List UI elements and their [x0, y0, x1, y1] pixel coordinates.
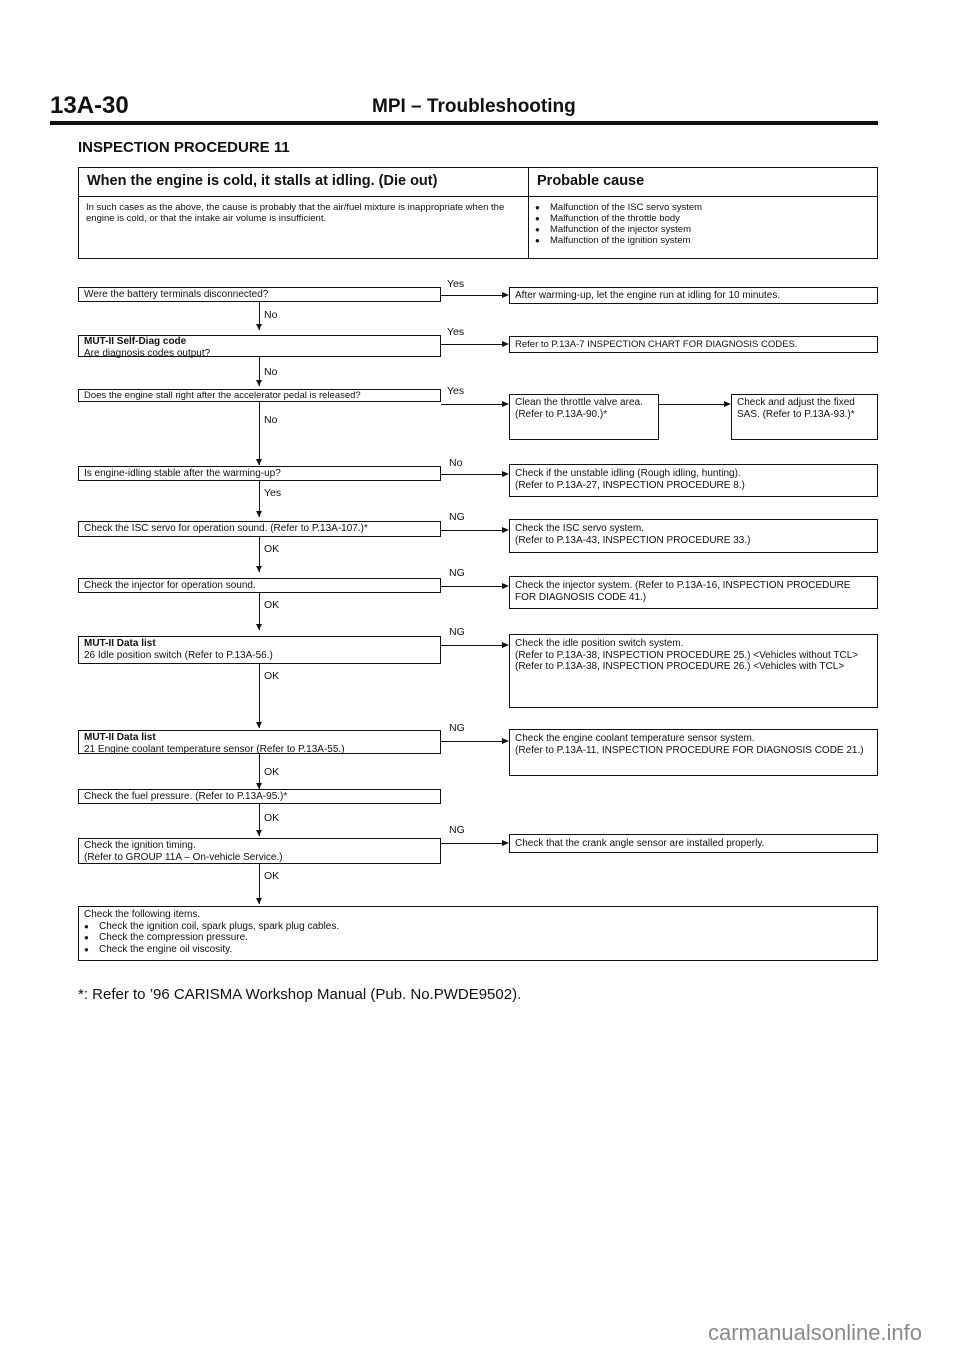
step-fuel-pressure: [78, 789, 441, 804]
arrowhead-down: [256, 722, 262, 728]
arrowhead-down: [256, 566, 262, 572]
arrowhead-down: [256, 511, 262, 517]
result-text: After warming-up, let the engine run at idling for 10 minutes.: [515, 290, 781, 301]
branch-label-ok: OK: [264, 766, 280, 778]
symptom-heading: When the engine is cold, it stalls at idling. (Die out): [87, 173, 438, 189]
step-battery-terminals: [78, 287, 441, 302]
branch-label-ok: OK: [264, 870, 280, 882]
branch-label-yes: Yes: [447, 278, 465, 290]
result-text: Check the idle position switch system.: [515, 638, 684, 649]
step-text: 26 Idle position switch (Refer to P.13A-56.): [84, 649, 273, 661]
step-title: MUT-II Data list: [84, 732, 156, 743]
final-item-list: [84, 921, 872, 956]
page-number: 13A-30: [50, 92, 129, 119]
result-text: Refer to P.13A-7 INSPECTION CHART FOR DIAGNOSIS CODES.: [515, 339, 798, 350]
final-heading: Check the following items.: [84, 909, 201, 920]
footnote: *: Refer to ’96 CARISMA Workshop Manual (Pub. No.PWDE9502).: [78, 986, 522, 1003]
summary-table: [78, 167, 878, 259]
section-title: MPI – Troubleshooting: [372, 96, 576, 117]
step-text: Are diagnosis codes output?: [84, 347, 211, 359]
symptom-description: In such cases as the above, the cause is probably that the air/fuel mixture is inappropriate when the engine is cold, or that the intake air volume is insufficient.: [86, 202, 505, 224]
branch-label-yes: Yes: [447, 385, 465, 397]
step-text: 21 Engine coolant temperature sensor (Refer to P.13A-55.): [84, 743, 345, 755]
result-text: (Refer to P.13A-38, INSPECTION PROCEDURE 25.) <Vehicles without TCL>: [515, 649, 859, 661]
result-injector-system: [509, 576, 878, 609]
arrowhead-down: [256, 898, 262, 904]
result-unstable-idling: [509, 464, 878, 497]
result-text: Check the ISC servo system.: [515, 523, 644, 534]
branch-label-ok: OK: [264, 543, 280, 555]
branch-label-ng: NG: [449, 824, 465, 836]
connector: [441, 530, 503, 531]
procedure-title: INSPECTION PROCEDURE 11: [78, 139, 290, 156]
result-text: Check if the unstable idling (Rough idling, hunting).: [515, 468, 741, 479]
arrowhead-right: [502, 401, 509, 407]
step-text: Does the engine stall right after the accelerator pedal is released?: [84, 390, 361, 401]
branch-label-no: No: [264, 366, 278, 378]
arrowhead-right: [502, 292, 509, 298]
step-text: Were the battery terminals disconnected?: [84, 289, 269, 300]
table-column-divider: [528, 168, 529, 258]
step-text: (Refer to GROUP 11A – On-vehicle Service.): [84, 851, 283, 863]
step-data-list-idle-switch: [78, 636, 441, 664]
cause-item: ● Malfunction of the throttle body: [535, 213, 702, 224]
header-rule: [50, 121, 878, 125]
arrowhead-right: [502, 583, 509, 589]
connector: [441, 843, 503, 844]
branch-label-ok: OK: [264, 599, 280, 611]
arrowhead-down: [256, 459, 262, 465]
step-idling-stable: [78, 466, 441, 481]
step-isc-servo-sound: [78, 521, 441, 537]
arrowhead-right: [502, 527, 509, 533]
branch-label-ok: OK: [264, 670, 280, 682]
step-self-diag-code: [78, 335, 441, 357]
branch-label-no: No: [264, 414, 278, 426]
connector: [259, 402, 260, 465]
result-adjust-fixed-sas: [731, 394, 878, 440]
result-text: Clean the throttle valve area. (Refer to P.13A-90.)*: [515, 397, 643, 420]
cause-item: ● Malfunction of the ignition system: [535, 235, 702, 246]
branch-label-ng: NG: [449, 722, 465, 734]
connector: [259, 664, 260, 728]
final-item: ● Check the ignition coil, spark plugs, spark plug cables.: [84, 921, 872, 933]
result-clean-throttle: [509, 394, 659, 440]
arrowhead-down: [256, 324, 262, 330]
cause-list: [535, 202, 702, 246]
branch-label-ng: NG: [449, 567, 465, 579]
result-text: Check the engine coolant temperature sensor system.: [515, 733, 755, 744]
result-text: Check and adjust the fixed SAS. (Refer to P.13A-93.)*: [737, 397, 855, 420]
result-text: (Refer to P.13A-43, INSPECTION PROCEDURE 33.): [515, 534, 751, 546]
step-data-list-coolant-sensor: [78, 730, 441, 754]
connector: [441, 344, 503, 345]
result-warm-up-idle: [509, 287, 878, 304]
connector: [441, 645, 503, 646]
branch-label-ok: OK: [264, 812, 280, 824]
arrowhead-right: [502, 738, 509, 744]
arrowhead-down: [256, 380, 262, 386]
arrowhead-right: [502, 471, 509, 477]
result-text: Check that the crank angle sensor are installed properly.: [515, 838, 765, 849]
arrowhead-right: [502, 840, 509, 846]
result-isc-servo-system: [509, 519, 878, 553]
arrowhead-right: [502, 341, 509, 347]
branch-label-no: No: [264, 309, 278, 321]
arrowhead-right: [502, 642, 509, 648]
result-idle-position-switch: [509, 634, 878, 708]
step-text: Check the fuel pressure. (Refer to P.13A-95.)*: [84, 791, 288, 802]
connector: [441, 295, 503, 296]
arrowhead-down: [256, 830, 262, 836]
step-injector-sound: [78, 578, 441, 593]
final-item: ● Check the engine oil viscosity.: [84, 944, 872, 956]
result-coolant-sensor-system: [509, 729, 878, 776]
connector: [441, 474, 503, 475]
step-text: Check the injector for operation sound.: [84, 580, 256, 591]
branch-label-no: No: [449, 457, 463, 469]
branch-label-ng: NG: [449, 511, 465, 523]
step-text: Check the ISC servo for operation sound. (Refer to P.13A-107.)*: [84, 523, 368, 534]
table-header-divider: [79, 196, 877, 197]
result-text: (Refer to P.13A-11, INSPECTION PROCEDURE FOR DIAGNOSIS CODE 21.): [515, 744, 864, 756]
result-crank-angle-sensor: [509, 834, 878, 853]
result-text: (Refer to P.13A-38, INSPECTION PROCEDURE 26.) <Vehicles with TCL>: [515, 661, 845, 672]
connector: [441, 586, 503, 587]
step-stall-after-pedal: [78, 389, 441, 402]
connector: [659, 404, 725, 405]
step-ignition-timing: [78, 838, 441, 864]
result-text: (Refer to P.13A-27, INSPECTION PROCEDURE 8.): [515, 479, 745, 491]
branch-label-yes: Yes: [264, 487, 282, 499]
cause-item: ● Malfunction of the injector system: [535, 224, 702, 235]
step-text: Check the ignition timing.: [84, 840, 196, 851]
step-text: Is engine-idling stable after the warming-up?: [84, 468, 281, 479]
probable-cause-heading: Probable cause: [537, 173, 645, 189]
arrowhead-down: [256, 624, 262, 630]
connector: [441, 404, 503, 405]
result-text: Check the injector system. (Refer to P.13A-16, INSPECTION PROCEDURE FOR DIAGNOSIS CODE 41.): [515, 580, 851, 603]
final-item: ● Check the compression pressure.: [84, 932, 872, 944]
branch-label-ng: NG: [449, 626, 465, 638]
cause-item: ● Malfunction of the ISC servo system: [535, 202, 702, 213]
connector: [441, 741, 503, 742]
arrowhead-right: [724, 401, 731, 407]
branch-label-yes: Yes: [447, 326, 465, 338]
result-diagnosis-chart: [509, 336, 878, 353]
watermark: carmanualsonline.info: [708, 1320, 923, 1345]
final-check-items: [78, 906, 878, 961]
step-title: MUT-II Data list: [84, 638, 156, 649]
step-title: MUT-II Self-Diag code: [84, 336, 187, 347]
